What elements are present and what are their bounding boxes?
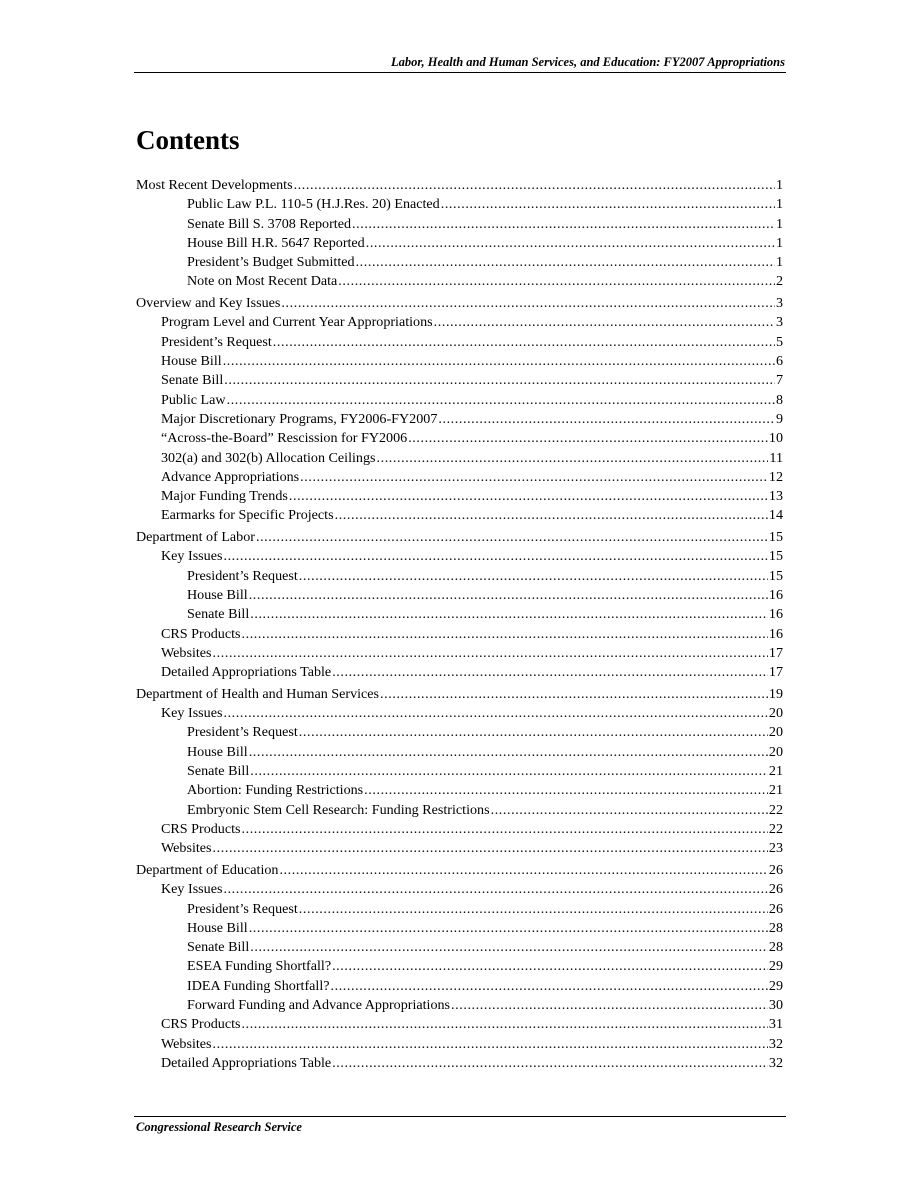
toc-page-number: 2 — [775, 273, 783, 290]
toc-entry[interactable] — [136, 371, 783, 390]
toc-page-number: 12 — [768, 468, 783, 485]
toc-entry[interactable] — [136, 391, 783, 410]
toc-entry-title: President’s Request — [161, 333, 272, 350]
toc-dot-leader — [366, 234, 775, 253]
toc-dot-leader — [332, 957, 768, 976]
toc-entry-title: House Bill — [161, 353, 222, 370]
toc-entry-title: Overview and Key Issues — [136, 295, 281, 312]
toc-page-number: 20 — [768, 724, 783, 741]
toc-page-number: 15 — [768, 548, 783, 565]
toc-entry[interactable] — [136, 762, 783, 781]
toc-page-number: 21 — [768, 782, 783, 799]
toc-page-number: 20 — [768, 705, 783, 722]
toc-entry-title: Key Issues — [161, 705, 223, 722]
toc-entry-title: Major Funding Trends — [161, 488, 288, 505]
toc-entry-title: Senate Bill — [187, 606, 250, 623]
toc-entry-title: President’s Request — [187, 567, 298, 584]
toc-dot-leader — [434, 313, 775, 332]
toc-page-number: 21 — [768, 763, 783, 780]
toc-entry-title: Department of Labor — [136, 529, 255, 546]
toc-entry-title: House Bill — [187, 919, 248, 936]
toc-dot-leader — [250, 938, 768, 957]
toc-dot-leader — [249, 586, 768, 605]
toc-entry[interactable] — [136, 313, 783, 332]
toc-entry[interactable] — [136, 781, 783, 800]
toc-page-number: 29 — [768, 977, 783, 994]
toc-page-number: 6 — [775, 353, 783, 370]
toc-dot-leader — [242, 820, 768, 839]
toc-dot-leader — [249, 919, 768, 938]
toc-page-number: 15 — [768, 567, 783, 584]
toc-entry-title: Senate Bill — [187, 939, 250, 956]
page-title: Contents — [136, 125, 240, 155]
toc-entry[interactable] — [136, 938, 783, 957]
toc-page-number: 17 — [768, 664, 783, 681]
toc-entry[interactable] — [136, 919, 783, 938]
toc-entry-title: President’s Request — [187, 900, 298, 917]
toc-entry-title: “Across-the-Board” Rescission for FY2006 — [161, 430, 408, 447]
toc-entry[interactable] — [136, 839, 783, 858]
toc-page-number: 13 — [768, 488, 783, 505]
toc-entry[interactable] — [136, 743, 783, 762]
toc-entry-title: Detailed Appropriations Table — [161, 664, 332, 681]
toc-entry-title: Advance Appropriations — [161, 468, 300, 485]
toc-dot-leader — [356, 253, 775, 272]
toc-entry-title: Websites — [161, 644, 212, 661]
toc-page-number: 1 — [775, 215, 783, 232]
toc-entry-title: Websites — [161, 1035, 212, 1052]
toc-page-number: 29 — [768, 958, 783, 975]
toc-dot-leader — [332, 663, 768, 682]
toc-entry[interactable] — [136, 586, 783, 605]
toc-dot-leader — [335, 506, 768, 525]
toc-dot-leader — [242, 1015, 768, 1034]
toc-dot-leader — [213, 1035, 768, 1054]
toc-entry[interactable] — [136, 468, 783, 487]
toc-page-number: 16 — [768, 625, 783, 642]
toc-dot-leader — [377, 449, 769, 468]
toc-entry[interactable] — [136, 820, 783, 839]
toc-entry-title: Abortion: Funding Restrictions — [187, 782, 364, 799]
header-rule — [134, 72, 786, 73]
running-footer: Congressional Research Service — [136, 1120, 302, 1134]
toc-dot-leader — [299, 900, 768, 919]
toc-entry[interactable] — [136, 410, 783, 429]
toc-entry-title: Senate Bill — [187, 763, 250, 780]
toc-entry-title: Senate Bill — [161, 372, 224, 389]
toc-entry-title: House Bill — [187, 587, 248, 604]
toc-entry[interactable] — [136, 195, 783, 214]
toc-dot-leader — [338, 272, 775, 291]
toc-entry[interactable] — [136, 605, 783, 624]
toc-dot-leader — [223, 880, 767, 899]
toc-entry-title: Program Level and Current Year Appropriations — [161, 314, 433, 331]
toc-page-number: 3 — [775, 295, 783, 312]
toc-entry[interactable] — [136, 900, 783, 919]
toc-page-number: 16 — [768, 606, 783, 623]
toc-dot-leader — [300, 468, 768, 487]
toc-dot-leader — [273, 333, 775, 352]
toc-page-number: 31 — [768, 1016, 783, 1033]
toc-page-number: 3 — [775, 314, 783, 331]
toc-dot-leader — [491, 801, 768, 820]
toc-entry[interactable] — [136, 528, 783, 547]
toc-entry[interactable] — [136, 1054, 783, 1073]
toc-dot-leader — [331, 977, 768, 996]
toc-dot-leader — [408, 429, 768, 448]
toc-page-number: 19 — [768, 685, 783, 702]
toc-dot-leader — [299, 567, 768, 586]
toc-entry[interactable] — [136, 333, 783, 352]
table-of-contents — [136, 176, 783, 1073]
toc-entry-title: 302(a) and 302(b) Allocation Ceilings — [161, 449, 376, 466]
toc-page-number: 9 — [775, 410, 783, 427]
toc-entry-title: Public Law P.L. 110-5 (H.J.Res. 20) Enacted — [187, 196, 440, 213]
toc-entry[interactable] — [136, 294, 783, 313]
toc-page-number: 28 — [768, 919, 783, 936]
toc-entry[interactable] — [136, 801, 783, 820]
toc-page-number: 16 — [768, 587, 783, 604]
toc-page-number: 26 — [768, 881, 783, 898]
toc-entry-title: CRS Products — [161, 1016, 241, 1033]
footer-rule — [134, 1116, 786, 1117]
toc-page-number: 26 — [768, 861, 783, 878]
toc-page-number: 17 — [768, 644, 783, 661]
toc-dot-leader — [250, 762, 768, 781]
toc-dot-leader — [332, 1054, 768, 1073]
toc-entry-title: Key Issues — [161, 881, 223, 898]
toc-entry-title: Public Law — [161, 391, 226, 408]
toc-entry-title: Department of Health and Human Services — [136, 685, 380, 702]
toc-entry[interactable] — [136, 449, 783, 468]
toc-page-number: 30 — [768, 997, 783, 1014]
toc-entry-title: Major Discretionary Programs, FY2006-FY2007 — [161, 410, 438, 427]
toc-page-number: 22 — [768, 801, 783, 818]
toc-page-number: 20 — [768, 743, 783, 760]
toc-page-number: 23 — [768, 840, 783, 857]
toc-dot-leader — [364, 781, 768, 800]
toc-entry-title: Most Recent Developments — [136, 177, 293, 193]
toc-entry[interactable] — [136, 625, 783, 644]
toc-dot-leader — [451, 996, 768, 1015]
toc-dot-leader — [249, 743, 768, 762]
toc-entry[interactable] — [136, 663, 783, 682]
toc-dot-leader — [289, 487, 768, 506]
toc-page-number: 32 — [768, 1054, 783, 1071]
toc-entry[interactable] — [136, 861, 783, 880]
toc-dot-leader — [438, 410, 775, 429]
toc-entry-title: Websites — [161, 840, 212, 857]
toc-entry[interactable] — [136, 957, 783, 976]
toc-entry-title: President’s Request — [187, 724, 298, 741]
toc-dot-leader — [279, 861, 767, 880]
toc-entry[interactable] — [136, 996, 783, 1015]
toc-entry-title: Earmarks for Specific Projects — [161, 507, 334, 524]
toc-dot-leader — [223, 704, 767, 723]
toc-page-number: 11 — [769, 449, 783, 466]
toc-entry-title: Detailed Appropriations Table — [161, 1054, 332, 1071]
toc-entry-title: ESEA Funding Shortfall? — [187, 958, 332, 975]
toc-entry[interactable] — [136, 352, 783, 371]
toc-entry[interactable] — [136, 487, 783, 506]
toc-entry[interactable] — [136, 547, 783, 566]
toc-entry[interactable] — [136, 723, 783, 742]
toc-entry[interactable] — [136, 506, 783, 525]
toc-entry-title: Forward Funding and Advance Appropriations — [187, 997, 451, 1014]
toc-dot-leader — [250, 605, 768, 624]
toc-dot-leader — [227, 391, 775, 410]
toc-entry-title: Note on Most Recent Data — [187, 273, 338, 290]
toc-dot-leader — [213, 644, 768, 663]
toc-entry-title: Key Issues — [161, 548, 223, 565]
toc-dot-leader — [256, 528, 768, 547]
toc-entry[interactable] — [136, 234, 783, 253]
toc-dot-leader — [299, 723, 768, 742]
toc-dot-leader — [380, 685, 768, 704]
toc-entry-title: House Bill — [187, 743, 248, 760]
toc-entry-title: Senate Bill S. 3708 Reported — [187, 215, 352, 232]
toc-dot-leader — [224, 371, 775, 390]
toc-page-number: 1 — [775, 177, 783, 193]
toc-page-number: 8 — [775, 391, 783, 408]
toc-entry-title: IDEA Funding Shortfall? — [187, 977, 330, 994]
toc-entry-title: House Bill H.R. 5647 Reported — [187, 234, 365, 251]
toc-page-number: 7 — [775, 372, 783, 389]
toc-entry[interactable] — [136, 215, 783, 234]
toc-page-number: 14 — [768, 507, 783, 524]
toc-dot-leader — [352, 215, 775, 234]
toc-entry[interactable] — [136, 1035, 783, 1054]
toc-page-number: 5 — [775, 333, 783, 350]
toc-page-number: 10 — [768, 430, 783, 447]
toc-page-number: 15 — [768, 529, 783, 546]
toc-entry[interactable] — [136, 429, 783, 448]
running-header: Labor, Health and Human Services, and Education: FY2007 Appropriations — [390, 55, 785, 69]
toc-page-number: 1 — [775, 196, 783, 213]
toc-dot-leader — [213, 839, 768, 858]
toc-entry-title: CRS Products — [161, 625, 241, 642]
toc-page-number: 26 — [768, 900, 783, 917]
toc-dot-leader — [281, 294, 775, 313]
toc-entry-title: President’s Budget Submitted — [187, 254, 355, 271]
toc-dot-leader — [294, 176, 775, 195]
toc-dot-leader — [242, 625, 768, 644]
toc-entry[interactable] — [136, 272, 783, 291]
toc-entry-title: Department of Education — [136, 861, 279, 878]
toc-entry[interactable] — [136, 253, 783, 272]
toc-entry[interactable] — [136, 644, 783, 663]
toc-entry[interactable] — [136, 685, 783, 704]
toc-entry[interactable] — [136, 977, 783, 996]
toc-entry[interactable] — [136, 176, 783, 195]
toc-dot-leader — [223, 547, 767, 566]
toc-dot-leader — [441, 195, 775, 214]
toc-entry[interactable] — [136, 880, 783, 899]
toc-entry[interactable] — [136, 567, 783, 586]
toc-entry[interactable] — [136, 1015, 783, 1034]
toc-entry-title: CRS Products — [161, 820, 241, 837]
toc-page-number: 22 — [768, 820, 783, 837]
toc-page-number: 1 — [775, 254, 783, 271]
toc-entry-title: Embryonic Stem Cell Research: Funding Restrictions — [187, 801, 490, 818]
toc-dot-leader — [223, 352, 775, 371]
toc-entry[interactable] — [136, 704, 783, 723]
toc-page-number: 1 — [775, 234, 783, 251]
toc-page-number: 32 — [768, 1035, 783, 1052]
toc-page-number: 28 — [768, 939, 783, 956]
